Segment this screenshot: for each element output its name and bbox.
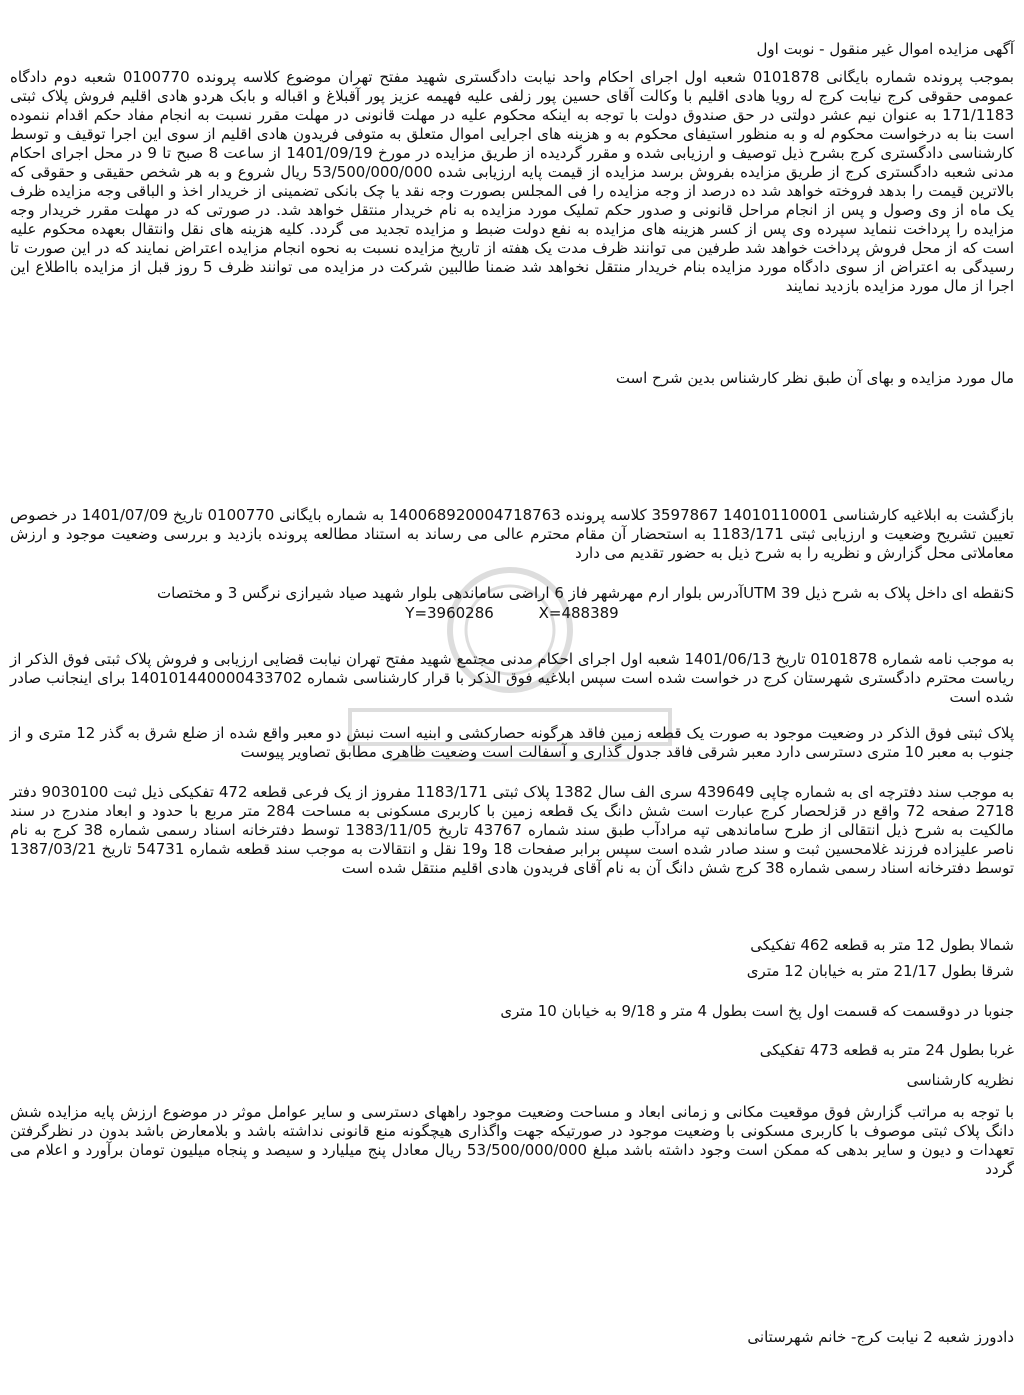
boundary-north: شمالا بطول 12 متر به قطعه 462 تفکیکی (750, 936, 1014, 954)
opinion-paragraph: با توجه به مراتب گزارش فوق موقعیت مکانی و زمانی ابعاد و مساحت وضعیت موجود راههای دسترسی و سایر عوامل موثر در موضوع ارزش پایه مزایده شش دانگ پلاک ثبتی موصوف با کاربری مسکونی با وضعیت موجود در صورتیکه جهت واگذاری هیچگونه منع قانونی نداشته باشد و بلامعارض باشد بدون در نظرگرفتن تعهدات و دیون و سایر بدهی که ممکن است وجود داشته باشد مبلغ 53/500/000/000 ریال معادل پنج میلیارد و سیصد و پنجاه میلیون تومان برآورد و اعلام می گردد (10, 1103, 1014, 1178)
coordinates-line (10, 604, 1014, 623)
signature-line: دادورز شعبه 2 نیابت کرج- خانم شهرستانی (747, 1328, 1014, 1346)
boundary-west: غربا بطول 24 متر به قطعه 473 تفکیکی (759, 1041, 1014, 1059)
status-paragraph: پلاک ثبتی فوق الذکر در وضعیت موجود به صورت یک قطعه زمین فاقد هرگونه حصارکشی و ابنیه است نبش دو معبر واقع شده از ضلع شرق به گذر 12 متری و از جنوب به معبر 10 متری دسترسی دارد معبر شرقی فاقد جدول گذاری و آسفالت است وضعیت ظاهری مطابق تصاویر پیوست (10, 724, 1015, 761)
order-paragraph: به موجب نامه شماره 0101878 تاریخ 1401/06/13 شعبه اول اجرای احکام مدنی مجتمع شهید مفتح تهران نیابت قضایی ارزیابی و فروش پلاک ثبتی فوق الذکر از ریاست محترم دادگستری شهرستان کرج در خواست شده است سپس ابلاغیه فوق الذکر با قرار کارشناسی شماره 140101440000433702 برای اینجانب صادر شده است (10, 650, 1014, 706)
notice-title: آگهی مزایده اموال غیر منقول - نوبت اول (756, 40, 1014, 58)
description-line: مال مورد مزایده و بهای آن طبق نظر کارشناس بدین شرح است (615, 369, 1014, 387)
report-intro-paragraph: بازگشت به ابلاغیه کارشناسی 14010110001 3597867 کلاسه پرونده 140068920004718763 به شماره بایگانی 0100770 تاریخ 1401/07/09 در خصوص تعیین تشریح وضعیت و ارزیابی ثبتی 1183/171 به استحضار آن مقام محترم عالی می رساند به استناد مطالعه پرونده بازدید و بررسی وضعیت موجود و ارزش معاملاتی محل گزارش و نظریه را به شرح ذیل به حضور تقدیم می دارد (10, 506, 1014, 562)
opinion-heading: نظریه کارشناسی (906, 1071, 1014, 1089)
boundary-east: شرقا بطول 21/17 متر به خیابان 12 متری (746, 962, 1014, 980)
coordinate-y: Y=3960286 (405, 604, 494, 622)
auction-intro-paragraph: بموجب پرونده شماره بایگانی 0101878 شعبه اول اجرای احکام واحد نیابت دادگستری شهید مفتح تهران موضوع کلاسه پرونده 0100770 شعبه دوم دادگاه عمومی حقوقی کرج نیابت کرج له رویا هادی اقلیم با وکالت آقای حسین پور زلفی علیه فهیمه عزیز پور آقبلاغ و اقباله و بابک هردو هادی اقلیم فروش پلاک ثبتی 171/1183 به عنوان نیم عشر دولتی در حق صندوق دولت با توجه به اینکه محکوم علیه در مهلت قانونی در مهلت مقرر نسبت به انجام مفاد حکم اقدام ننموده است بنا به درخواست محکوم له و به منظور استیفای محکوم به و هزینه های اجرایی اموال متعلق به متوفی فریدون هادی اقلیم از سوی این اجرا توقیف و توسط کارشناسی دادگستری کرج بشرح ذیل توصیف و ارزیابی شده و مقرر گردیده از طریق مزایده در مورخ 1401/09/19 از ساعت 8 صبح تا 9 در محل اجرای احکام مدنی شعبه دادگستری کرج از طریق مزایده بفروش برسد مزایده از قیمت پایه ارزیابی شده 53/500/000/000 ریال شروع و به هر شخص حقیقی و حقوقی که بالاترین قیمت را بدهد فروخته خواهد شد ده درصد از وجه مزایده را فی المجلس بصورت وجه نقد یا چک بانکی تضمینی از خریدار اخذ و الباقی وجه مزایده ظرف یک ماه از وی وصول و پس از انجام مراحل قانونی و صدور حکم تملیک مورد مزایده به نام خریدار منتقل خواهد شد. در صورتی که در مهلت مقرر خریدار وجه مزایده را پرداخت ننماید سپرده وی پس از کسر هزینه های مزایده به نفع دولت ضبط و مزایده تجدید می گردد. کلیه هزینه های نقل وانتقال بعهده محکوم علیه است که از محل فروش پرداخت خواهد شد طرفین می توانند ظرف مدت یک هفته از تاریخ مزایده نسبت به نحوه انجام مزایده اعتراض نمایند که در این صورت تا رسیدگی به اعتراض از سوی دادگاه مورد مزایده بنام خریدار منتقل نخواهد شد ضمنا طالبین شرکت در مزایده می توانند ظرف 5 روز قبل از مزایده بااطلاع این اجرا از مال مورد مزایده بازدید نمایند (10, 68, 1014, 295)
coordinate-x: X=488389 (538, 604, 619, 622)
location-line: Sنقطه ای داخل پلاک به شرح ذیل 39 UTMآدرس بلوار ارم مهرشهر فاز 6 اراضی ساماندهی بلوار شهید صیاد شیرازی نرگس 3 و مختصات (156, 584, 1014, 602)
boundary-south: جنوبا در دوقسمت که قسمت اول پخ است بطول 4 متر و 9/18 به خیابان 10 متری (500, 1002, 1014, 1020)
deed-paragraph: به موجب سند دفترچه ای به شماره چاپی 439649 سری الف سال 1382 پلاک ثبتی 1183/171 مفروز از یک فرعی قطعه 472 تفکیکی ذیل ثبت 9030100 دفتر 2718 صفحه 72 واقع در قزلحصار کرج عبارت است شش دانگ یک قطعه زمین با کاربری مسکونی به مساحت 284 متر مربع با حدود و ابعاد مندرج در سند مالکیت به شرح ذیل انتقالی از طرح ساماندهی تپه مرادآب طبق سند شماره 43767 تاریخ 1383/11/05 توسط دفترخانه اسناد رسمی شماره 38 کرج به نام ناصر علیزاده فرزند غلامحسین ثبت و سند صادر شده است سپس برابر صفحات 18 و19 نقل و انتقالات به موجب سند قطعه شماره 54731 تاریخ 1387/03/21 توسط دفترخانه اسناد رسمی شماره 38 کرج شش دانگ آن به نام آقای فریدون هادی اقلیم منتقل شده است (10, 783, 1015, 877)
